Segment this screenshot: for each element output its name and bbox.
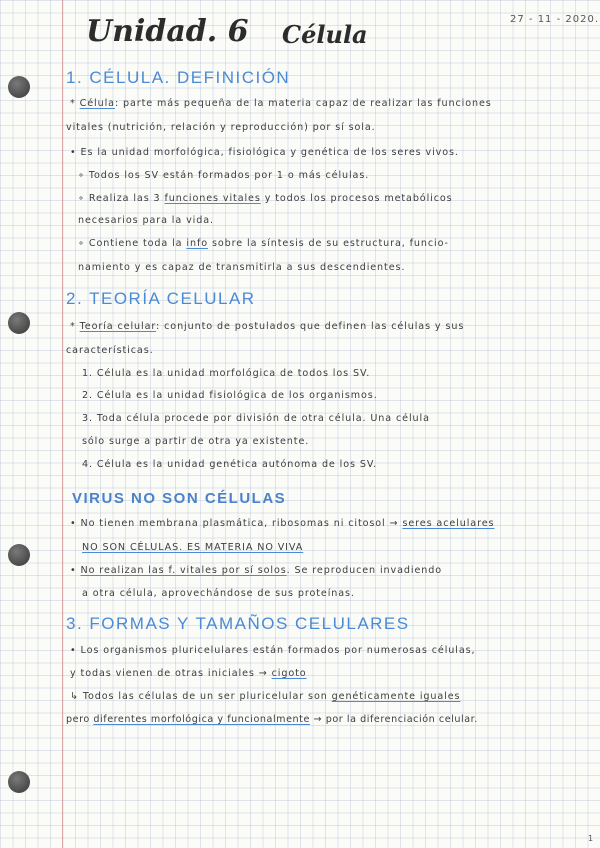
section-heading-3: 3. FORMAS Y TAMAÑOS CELULARES [66, 614, 410, 633]
text-line: ∘ Todos los SV están formados por 1 o más células. [78, 170, 370, 181]
binder-hole [8, 312, 30, 334]
section-heading-1: 1. CÉLULA. DEFINICIÓN [66, 68, 291, 87]
page-title: Unidad. 6 [86, 14, 249, 49]
section-heading-2: 2. TEORÍA CELULAR [66, 289, 256, 308]
margin-line [62, 0, 63, 848]
text-line: ∘ Realiza las 3 funciones vitales y todos los procesos metabólicos [78, 193, 453, 204]
page-subtitle: Célula [282, 20, 368, 49]
text-line: • No tienen membrana plasmática, ribosomas ni citosol → seres acelulares [70, 518, 495, 529]
numbered-item: 2. Célula es la unidad fisiológica de los organismos. [82, 390, 378, 401]
binder-hole [8, 76, 30, 98]
text-line: características. [66, 345, 154, 356]
binder-hole [8, 544, 30, 566]
page-number: 1 [588, 834, 594, 843]
text-line: NO SON CÉLULAS. ES MATERIA NO VIVA [82, 542, 304, 553]
text-line: • No realizan las f. vitales por sí solos. Se reproducen invadiendo [70, 565, 442, 576]
text-line: namiento y es capaz de transmitirla a sus descendientes. [78, 262, 406, 273]
text-line: • Es la unidad morfológica, fisiológica y genética de los seres vivos. [70, 147, 459, 158]
text-line: necesarios para la vida. [78, 215, 214, 226]
binder-hole [8, 771, 30, 793]
text-line: • Los organismos pluricelulares están formados por numerosas células, [70, 645, 476, 656]
date: 27 - 11 - 2020. [510, 14, 600, 25]
text-line: ↳ Todos las células de un ser pluricelular son genéticamente iguales [70, 691, 461, 702]
text-line: ∘ Contiene toda la info sobre la síntesis de su estructura, funcio- [78, 238, 449, 249]
numbered-item: 1. Célula es la unidad morfológica de todos los SV. [82, 368, 371, 379]
text-line: sólo surge a partir de otra ya existente. [82, 436, 310, 447]
text-line: y todas vienen de otras iniciales → cigoto [70, 668, 307, 679]
text-line: * Teoría celular: conjunto de postulados que definen las células y sus [70, 321, 465, 332]
text-line: * Célula: parte más pequeña de la materia capaz de realizar las funciones [70, 98, 492, 109]
numbered-item: 4. Célula es la unidad genética autónoma de los SV. [82, 459, 378, 470]
text-line: vitales (nutrición, relación y reproducción) por sí sola. [66, 122, 376, 133]
text-line: pero diferentes morfológica y funcionalmente → por la diferenciación celular. [66, 714, 478, 725]
section-heading-virus: VIRUS NO SON CÉLULAS [72, 490, 287, 507]
text-line: a otra célula, aprovechándose de sus proteínas. [82, 588, 355, 599]
numbered-item: 3. Toda célula procede por división de otra célula. Una célula [82, 413, 430, 424]
